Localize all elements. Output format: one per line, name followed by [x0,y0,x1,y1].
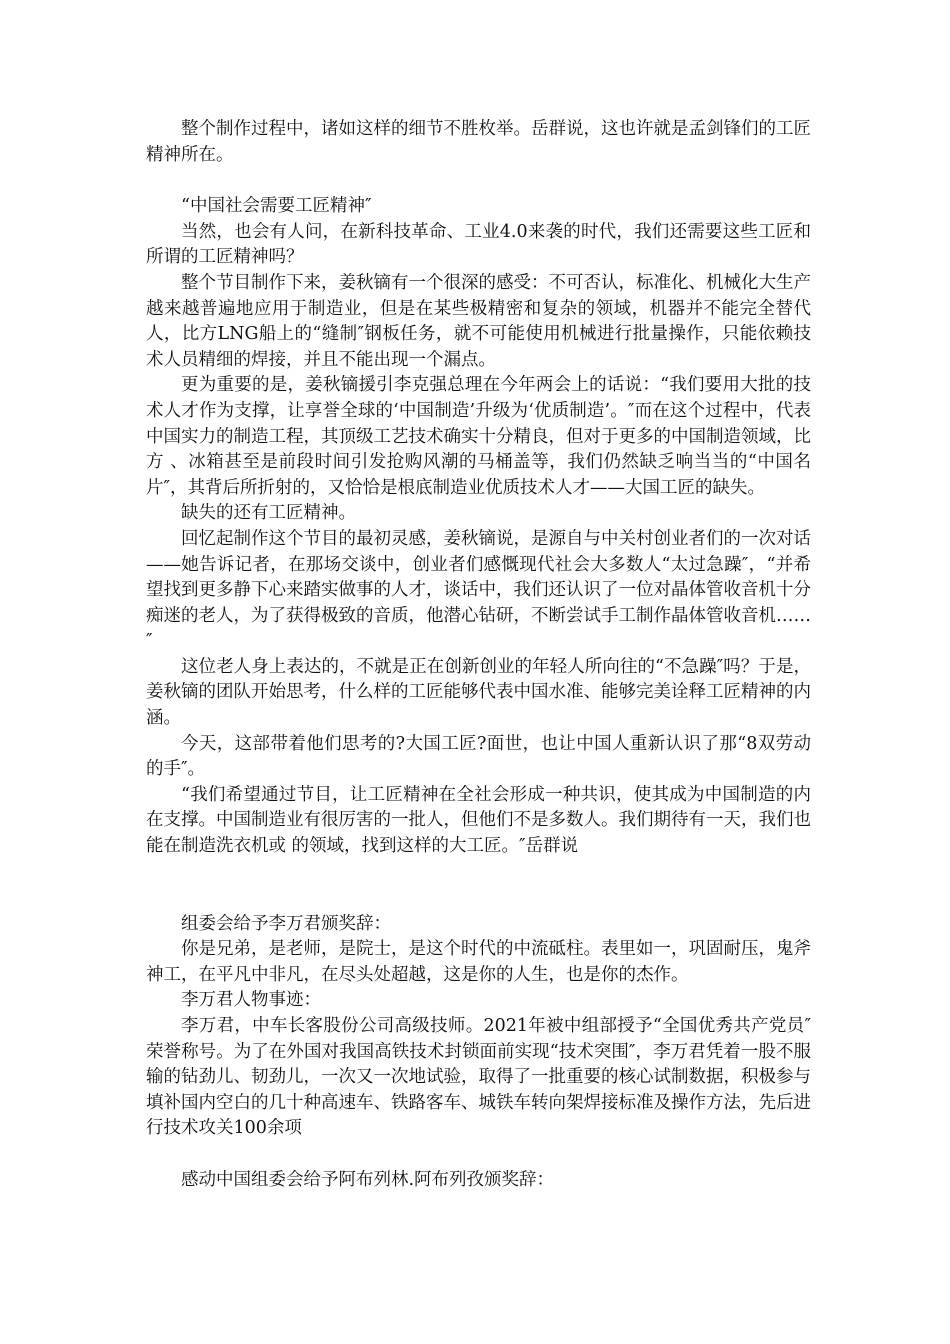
document-page [146,117,811,1194]
paragraph-old-man: 这位老人身上表达的，不就是正在创新创业的年轻人所向往的“不急躁″吗？于是，姜秋镝的团队开始思考，什么样的工匠能够代表中国水准、能够完美诠释工匠精神的内涵。 [146,656,811,729]
paragraph-today: 今天，这部带着他们思考的?大国工匠?面世，也让中国人重新认识了那“8双劳动的手″。 [146,733,811,780]
paragraph-spacer [146,860,811,912]
paragraph-inspiration: 回忆起制作这个节目的最初灵感，姜秋镝说，是源自与中关村创业者们的一次对话——她告诉记者，在那场交谈中，创业者们感慨现代社会大多数人“太过急躁″，“并希望找到更多静下心来踏实做事的人才，谈话中，我们还认识了一位对晶体管收音机十分痴迷的老人，为了获得极致的音质，他潜心钻研，不断尝试手工制作晶体管收音机……″ [146,528,811,652]
paragraph-spacer [146,1142,811,1168]
paragraph-production-feeling: 整个节目制作下来，姜秋镝有一个很深的感受：不可否认，标准化、机械化大生产越来越普遍地应用于制造业，但是在某些极精密和复杂的领域，机器并不能完全替代人，比方LNG船上的“缝制″钢板任务，就不可能使用机械进行批量操作，只能依赖技术人员精细的焊接，并且不能出现一个漏点。 [146,272,811,370]
paragraph-question: 当然，也会有人问，在新科技革命、工业4.0来袭的时代，我们还需要这些工匠和所谓的工匠精神吗？ [146,221,811,268]
paragraph-craft-details: 整个制作过程中，诸如这样的细节不胜枚举。岳群说，这也许就是孟剑锋们的工匠精神所在。 [146,119,811,165]
award-citation-heading: 组委会给予李万君颁奖辞： [181,913,391,934]
award-citation-heading-2: 感动中国组委会给予阿布列林.阿布列孜颁奖辞： [181,1169,555,1190]
award-citation-text: 你是兄弟，是老师，是院士，是这个时代的中流砥柱。表里如一，巩固耐压，鬼斧神工，在平凡中非凡，在尽头处超越，这是你的人生，也是你的杰作。 [146,939,811,985]
paragraph-spacer [146,168,811,194]
paragraph-hope: “我们希望通过节目，让工匠精神在全社会形成一种共识，使其成为中国制造的内在支撑。中国制造业有很厉害的一批人，但他们不是多数人。我们期待有一天，我们也能在制造洗衣机或 的领域，找到这样的大工匠。″岳群说 [146,784,811,857]
profile-heading: 李万君人物事迹： [181,990,321,1011]
paragraph-more-important: 更为重要的是，姜秋镝援引李克强总理在今年两会上的话说：“我们要用大批的技术人才作为支撑，让享誉全球的‘中国制造’升级为‘优质制造’。″而在这个过程中，代表中国实力的制造工程，其顶级工艺技术确实十分精良，但对于更多的中国制造领域，比方 、冰箱甚至是前段时间引发抢购风潮的马桶盖等，我们仍然缺乏响当当的“中国名片″，其背后所折射的，又恰恰是根底制造业优质技术人才——大国工匠的缺失。 [146,375,811,498]
section-heading-craftsmanship: “中国社会需要工匠精神″ [181,196,372,217]
paragraph-missing-spirit: 缺失的还有工匠精神。 [181,503,356,524]
profile-text: 李万君，中车长客股份公司高级技师。2021年被中组部授予“全国优秀共产党员″荣誉称号。为了在外国对我国高铁技术封锁面前实现“技术突围″，李万君凭着一股不服输的钻劲儿、韧劲儿，一次又一次地试验，取得了一批重要的核心试制数据，积极参与填补国内空白的几十种高速车、铁路客车、城铁车转向架焊接标准及操作方法，先后进行技术攻关100余项 [146,1016,811,1139]
